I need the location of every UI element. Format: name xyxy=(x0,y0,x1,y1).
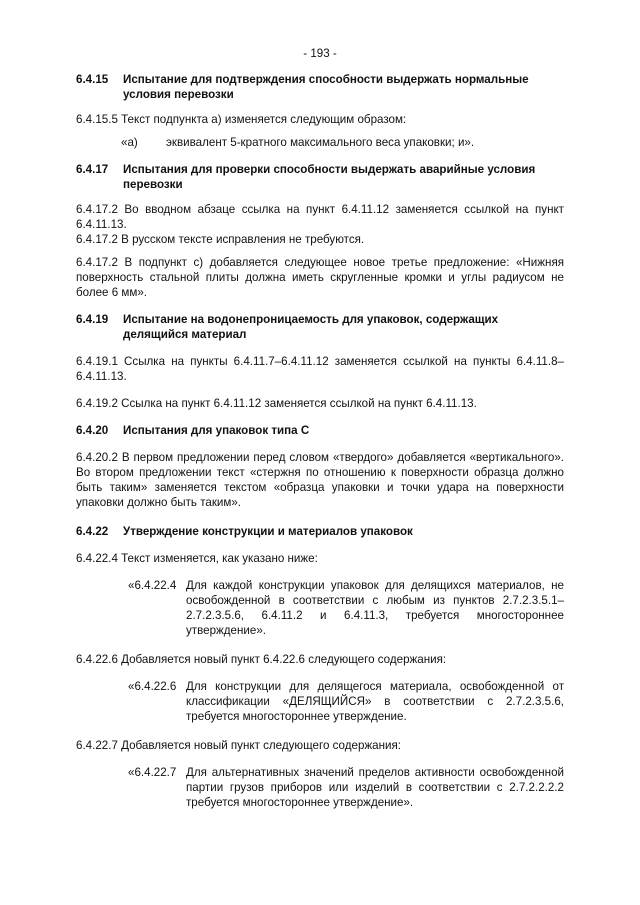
paragraph-6-4-19-2: 6.4.19.2 Ссылка на пункт 6.4.11.12 заменяется ссылкой на пункт 6.4.11.13. xyxy=(76,397,477,410)
heading-6-4-19 xyxy=(76,312,564,342)
quote-text: Для альтернативных значений пределов активности освобожденной партии грузов приборов или изделий в соответствии с 2.7.2.2.2.2 требуется многостороннее утверждение». xyxy=(186,766,564,809)
heading-number: 6.4.20 xyxy=(76,424,109,437)
paragraph-6-4-17-2-a: 6.4.17.2 Во вводном абзаце ссылка на пункт 6.4.11.12 заменяется ссылкой на пункт 6.4.11.13. xyxy=(76,203,564,231)
heading-title: Испытания для проверки способности выдержать аварийные условия перевозки xyxy=(123,163,536,191)
quote-text: Для конструкции для делящегося материала, освобожденной от классификации «ДЕЛЯЩИЙСЯ» в соответствии с 2.7.2.3.5.6, требуется многостороннее утверждение. xyxy=(186,680,564,723)
heading-6-4-22 xyxy=(76,524,564,539)
heading-number: 6.4.19 xyxy=(76,313,109,326)
paragraph-6-4-22-6: 6.4.22.6 Добавляется новый пункт 6.4.22.6 следующего содержания: xyxy=(76,653,447,666)
quote-key: «6.4.22.6 xyxy=(128,680,177,693)
heading-6-4-20 xyxy=(76,423,564,438)
subitem-a xyxy=(76,135,564,150)
subitem-key: «a) xyxy=(121,136,138,149)
heading-title: Испытание на водонепроницаемость для упаковок, содержащих делящийся материал xyxy=(123,313,499,341)
paragraph-6-4-17-2-c: 6.4.17.2 В подпункт c) добавляется следующее новое третье предложение: «Нижняя поверхность стальной плиты должна иметь скругленные кромки и углы радиусом не более 6 мм». xyxy=(76,256,564,299)
page-content xyxy=(76,72,564,810)
paragraph-6-4-15-5: 6.4.15.5 Текст подпункта a) изменяется следующим образом: xyxy=(76,113,407,126)
quote-key: «6.4.22.7 xyxy=(128,766,177,779)
paragraph-6-4-22-7: 6.4.22.7 Добавляется новый пункт следующего содержания: xyxy=(76,739,401,752)
heading-6-4-15 xyxy=(76,72,564,102)
heading-title: Испытания для упаковок типа C xyxy=(123,424,310,437)
paragraph-6-4-17-2-b: 6.4.17.2 В русском тексте исправления не требуются. xyxy=(76,233,365,246)
quote-key: «6.4.22.4 xyxy=(128,579,177,592)
quote-6-4-22-6 xyxy=(128,679,564,724)
heading-title: Утверждение конструкции и материалов упаковок xyxy=(123,525,413,538)
quote-6-4-22-4 xyxy=(128,578,564,638)
heading-number: 6.4.17 xyxy=(76,163,109,176)
paragraph-6-4-22-4: 6.4.22.4 Текст изменяется, как указано ниже: xyxy=(76,552,318,565)
heading-title: Испытание для подтверждения способности выдержать нормальные условия перевозки xyxy=(123,73,529,101)
heading-number: 6.4.22 xyxy=(76,525,109,538)
paragraph-6-4-19-1: 6.4.19.1 Ссылка на пункты 6.4.11.7–6.4.11.12 заменяется ссылкой на пункты 6.4.11.8–6.4.11.13. xyxy=(76,355,564,383)
subitem-text: эквивалент 5-кратного максимального веса упаковки; и». xyxy=(166,136,475,149)
heading-6-4-17 xyxy=(76,162,564,192)
quote-text: Для каждой конструкции упаковок для делящихся материалов, не освобожденной в соответствии с любым из пунктов 2.7.2.3.5.1–2.7.2.3.5.6, 6.4.11.2 и 6.4.11.3, требуется многостороннее утверждение». xyxy=(186,579,564,637)
page-number: - 193 - xyxy=(303,47,337,60)
paragraph-6-4-20-2: 6.4.20.2 В первом предложении перед словом «твердого» добавляется «вертикального». Во втором предложении текст «стержня по отношению к поверхности образца должно быть таким» заменяется текстом «образца упаковки и точки удара на поверхности упаковки должно быть таким». xyxy=(76,451,564,509)
quote-6-4-22-7 xyxy=(128,765,564,810)
heading-number: 6.4.15 xyxy=(76,73,109,86)
